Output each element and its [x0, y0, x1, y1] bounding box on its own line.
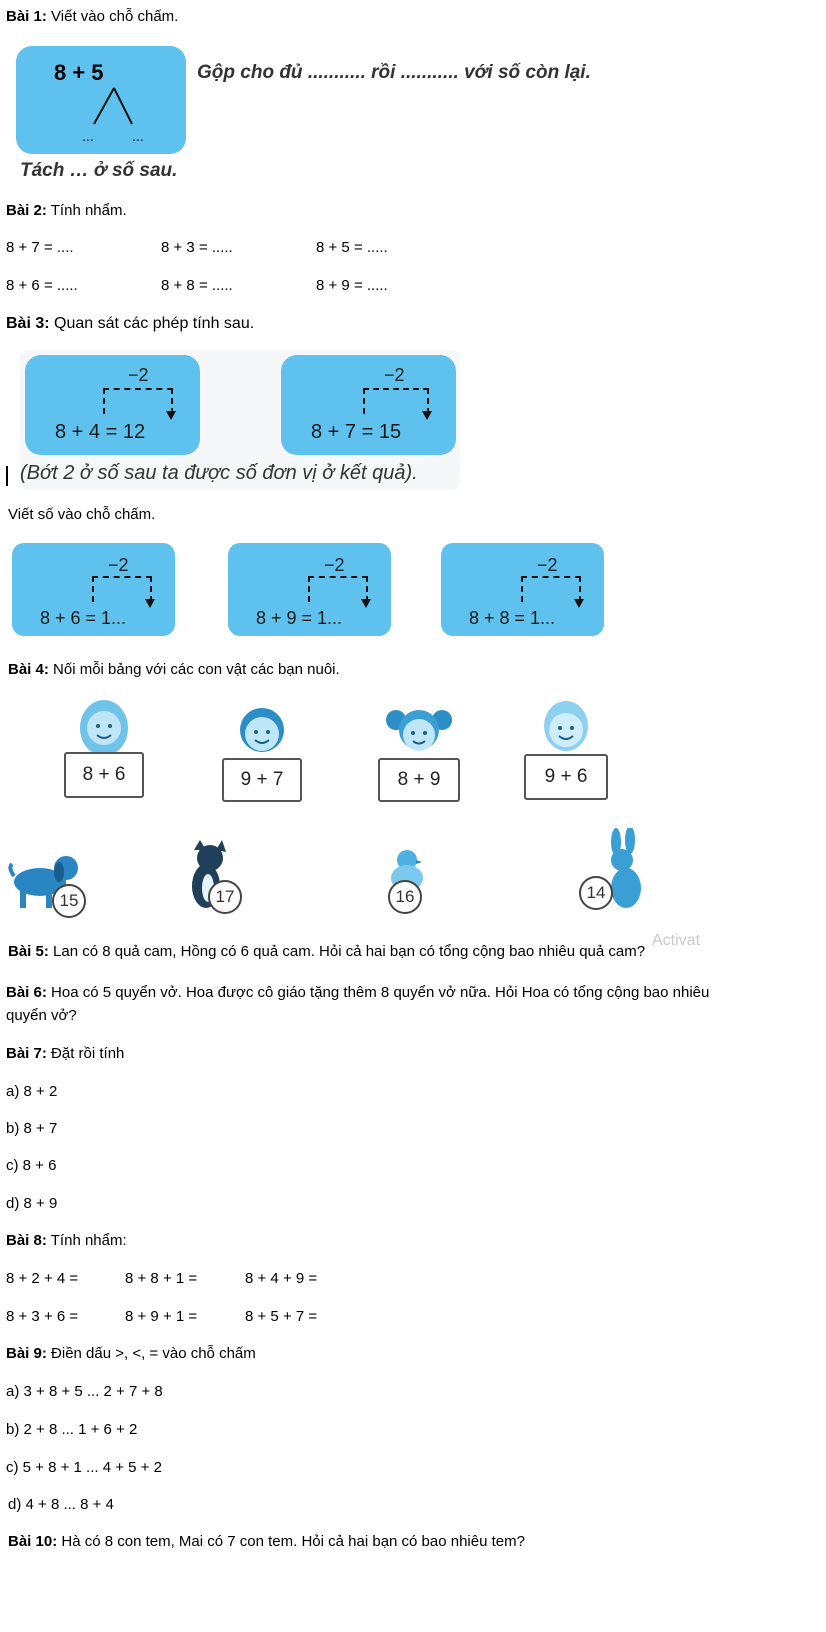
bai8-cell: 8 + 5 + 7 = [245, 1308, 318, 1325]
arrowhead-icon [145, 599, 155, 608]
bai9-item: b) 2 + 8 ... 1 + 6 + 2 [6, 1421, 138, 1438]
minus-two-label: −2 [324, 555, 345, 575]
arrowhead-icon [422, 411, 432, 420]
bai8-title: Bài 8: [6, 1232, 47, 1249]
activation-watermark: Activat [652, 932, 701, 949]
bai3-note: (Bớt 2 ở số sau ta được số đơn vị ở kết quả). [20, 462, 418, 484]
bai10-line [8, 1532, 525, 1552]
bai8-cell: 8 + 4 + 9 = [245, 1270, 318, 1287]
kid-board: 9 + 7 [222, 758, 302, 802]
bai1-title: Bài 1: [6, 8, 47, 25]
boy-icon [232, 702, 292, 758]
bai3-example-box [281, 355, 456, 455]
bai5-title: Bài 5: [8, 943, 49, 960]
arrowhead-icon [361, 599, 371, 608]
bai3-title: Bài 3: [6, 315, 50, 332]
bai7-item: a) 8 + 2 [6, 1083, 58, 1100]
bai3-heading [6, 314, 254, 334]
bai4-heading [8, 660, 340, 680]
bai9-item: c) 5 + 8 + 1 ... 4 + 5 + 2 [6, 1459, 162, 1476]
bai4-title: Bài 4: [8, 661, 49, 678]
animal-number: 15 [52, 884, 86, 918]
bai1-instruction: Viết vào chỗ chấm. [51, 8, 179, 25]
bai9-item: a) 3 + 8 + 5 ... 2 + 7 + 8 [6, 1383, 163, 1400]
bai2-heading [6, 201, 127, 221]
split-lines-icon [86, 84, 136, 128]
bai7-item: d) 8 + 9 [6, 1195, 58, 1212]
bai3-exercise-box [441, 543, 604, 636]
bai5-text: Lan có 8 quả cam, Hồng có 6 quả cam. Hỏi cả hai bạn có tổng cộng bao nhiêu quả cam? [53, 943, 646, 960]
animal-number: 14 [579, 876, 613, 910]
bai8-heading [6, 1231, 127, 1251]
bai9-heading [6, 1344, 256, 1364]
minus-two-label: −2 [108, 555, 129, 575]
minus-two-label: −2 [384, 365, 405, 385]
bai1-split-box [16, 46, 186, 154]
bai9-instruction: Điền dấu >, <, = vào chỗ chấm [51, 1345, 256, 1362]
girl-icon [72, 698, 136, 758]
bai8-cell: 8 + 8 + 1 = [125, 1270, 198, 1287]
bai1-side-text: Gộp cho đủ ........... rồi ........... với số còn lại. [197, 62, 591, 83]
bai2-cell: 8 + 3 = ..... [161, 239, 233, 256]
bai5-line [8, 942, 645, 962]
example-equation: 8 + 7 = 15 [311, 421, 402, 443]
bai2-cell: 8 + 7 = .... [6, 239, 74, 256]
subtract-arrow-icon [92, 576, 152, 602]
girl-short-hair-icon [536, 698, 596, 758]
kid-board: 8 + 9 [378, 758, 460, 802]
bai9-item: d) 4 + 8 ... 8 + 4 [8, 1496, 114, 1513]
kid-board: 9 + 6 [524, 754, 608, 800]
bai3-exercise-box [12, 543, 175, 636]
bai7-item: c) 8 + 6 [6, 1157, 57, 1174]
bai10-title: Bài 10: [8, 1533, 58, 1550]
animal-number: 16 [388, 880, 422, 914]
arrowhead-icon [166, 411, 176, 420]
bai1-bottom-text: Tách … ở số sau. [20, 160, 178, 181]
exercise-equation: 8 + 9 = 1... [256, 608, 343, 628]
bai6-line1 [6, 983, 709, 1003]
bai6-line2: quyển vở? [6, 1007, 77, 1024]
bai3-exercise-box [228, 543, 391, 636]
bai8-cell: 8 + 3 + 6 = [6, 1308, 79, 1325]
bai2-cell: 8 + 9 = ..... [316, 277, 388, 294]
animal-number: 17 [208, 880, 242, 914]
example-equation: 8 + 4 = 12 [55, 421, 146, 443]
bai2-title: Bài 2: [6, 202, 47, 219]
bai2-cell: 8 + 5 = ..... [316, 239, 388, 256]
bai8-cell: 8 + 2 + 4 = [6, 1270, 79, 1287]
bai9-title: Bài 9: [6, 1345, 47, 1362]
minus-two-label: −2 [128, 365, 149, 385]
kid-board: 8 + 6 [64, 752, 144, 798]
bai4-instruction: Nối mỗi bảng với các con vật các bạn nuôi. [53, 661, 340, 678]
subtract-arrow-icon [521, 576, 581, 602]
bai7-heading [6, 1044, 124, 1064]
subtract-arrow-icon [363, 388, 429, 414]
bai1-expression: 8 + 5 [54, 60, 104, 85]
bai10-text: Hà có 8 con tem, Mai có 7 con tem. Hỏi cả hai bạn có bao nhiêu tem? [61, 1533, 525, 1550]
arrowhead-icon [574, 599, 584, 608]
exercise-equation: 8 + 8 = 1... [469, 608, 556, 628]
bai2-cell: 8 + 6 = ..... [6, 277, 78, 294]
bai1-heading [6, 7, 178, 27]
subtract-arrow-icon [103, 388, 173, 414]
bai7-title: Bài 7: [6, 1045, 47, 1062]
bai6-text: Hoa có 5 quyển vở. Hoa được cô giáo tặng thêm 8 quyển vở nữa. Hỏi Hoa có tổng cộng bao nhiêu [51, 984, 710, 1001]
bai2-instruction: Tính nhẩm. [50, 202, 127, 219]
bai2-cell: 8 + 8 = ..... [161, 277, 233, 294]
girl-pigtails-icon [384, 704, 454, 760]
bai8-cell: 8 + 9 + 1 = [125, 1308, 198, 1325]
minus-two-label: −2 [537, 555, 558, 575]
bai6-title: Bài 6: [6, 984, 47, 1001]
bai7-instruction: Đặt rồi tính [51, 1045, 125, 1062]
bai3-example-box [25, 355, 200, 455]
text-cursor [6, 466, 8, 486]
bai3-instruction: Quan sát các phép tính sau. [54, 315, 255, 332]
exercise-equation: 8 + 6 = 1... [40, 608, 127, 628]
bai1-dots-right: ... [132, 128, 144, 144]
subtract-arrow-icon [308, 576, 368, 602]
bai8-instruction: Tính nhẩm: [50, 1232, 127, 1249]
bai1-dots-left: ... [82, 128, 94, 144]
bai3-write-instruction: Viết số vào chỗ chấm. [8, 506, 156, 523]
bai7-item: b) 8 + 7 [6, 1120, 58, 1137]
